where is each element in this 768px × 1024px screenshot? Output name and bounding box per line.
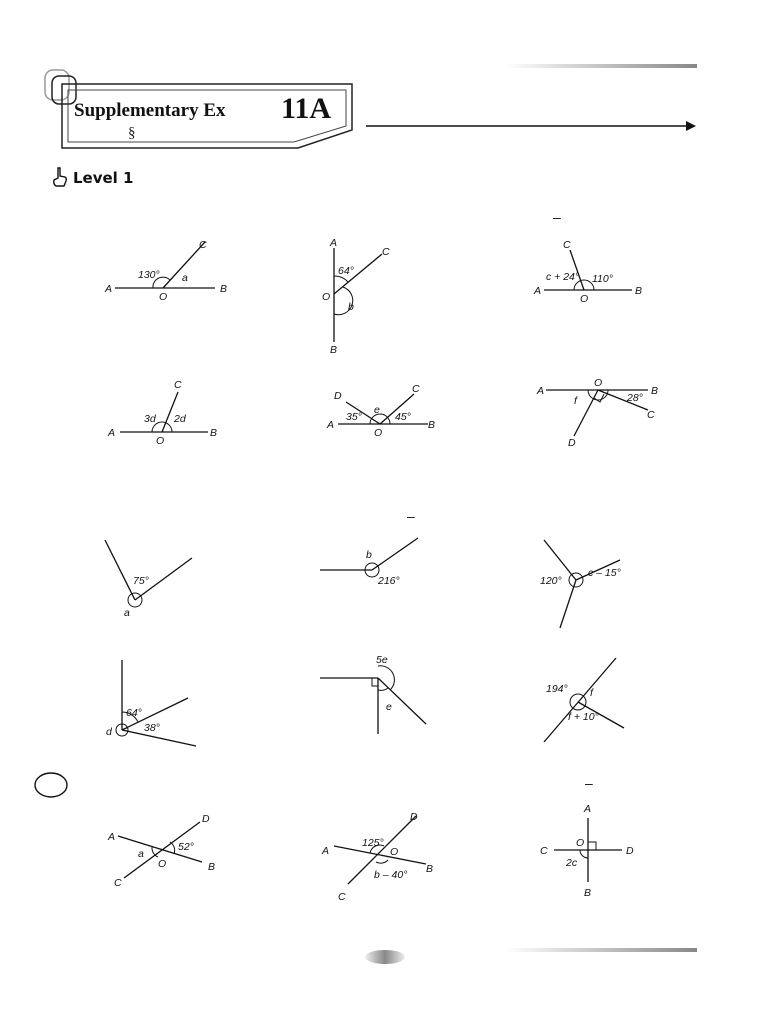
d5-label-b: B xyxy=(428,419,436,431)
d5-left: 35° xyxy=(346,411,362,423)
d15-label-b: B xyxy=(584,887,592,899)
dash-2: – xyxy=(407,508,415,524)
d1-var: a xyxy=(182,272,188,284)
diagram-11 xyxy=(316,652,430,738)
diagram-1 xyxy=(100,232,240,302)
d1-angle: 130° xyxy=(138,269,160,281)
d1-label-o: O xyxy=(159,291,168,302)
d2-label-c: C xyxy=(382,246,390,258)
d3-angle: 110° xyxy=(592,273,613,285)
d5-mid: e xyxy=(374,404,380,416)
level-heading: Level 1 xyxy=(73,169,134,187)
d8-angle: 216° xyxy=(378,575,400,587)
d4-label-c: C xyxy=(174,379,182,391)
d14-label-a: A xyxy=(322,845,330,857)
bottom-right-gradient-bar xyxy=(505,948,697,952)
exercise-title: Supplementary Ex xyxy=(74,100,226,121)
d1-label-b: B xyxy=(220,283,228,295)
d13-label-d: D xyxy=(202,813,210,825)
d15-label-c: C xyxy=(540,845,548,857)
d5-label-d: D xyxy=(334,390,342,402)
d2-label-a: A xyxy=(330,237,338,249)
d10-top: 64° xyxy=(126,707,142,719)
d13-label-b: B xyxy=(208,861,216,873)
d14-label-d: D xyxy=(410,811,418,823)
d15-label-d: D xyxy=(626,845,634,857)
d2-label-b: B xyxy=(330,344,338,356)
d6-label-a: A xyxy=(537,385,545,397)
top-right-gradient-bar xyxy=(505,64,697,68)
diagram-5 xyxy=(324,380,444,440)
d2-angle: 64° xyxy=(338,265,354,277)
d4-label-a: A xyxy=(108,427,116,439)
d10-var: d xyxy=(106,726,112,738)
d13-label-o: O xyxy=(158,858,167,870)
d11-top: 5e xyxy=(376,654,388,666)
d14-label-c: C xyxy=(338,891,346,902)
d2-var: b xyxy=(348,301,354,313)
d14-expr: b – 40° xyxy=(374,869,408,881)
d2-label-o: O xyxy=(322,291,331,303)
d3-label-c: C xyxy=(563,239,571,251)
d1-label-c: C xyxy=(199,239,207,251)
diagram-10 xyxy=(102,656,202,750)
diagram-2 xyxy=(318,234,408,356)
d3-label-b: B xyxy=(635,285,643,297)
d15-label-a: A xyxy=(584,803,592,815)
d13-angle: 52° xyxy=(178,841,194,853)
d14-label-b: B xyxy=(426,863,434,875)
diagram-8 xyxy=(316,532,426,592)
diagram-3 xyxy=(530,236,650,304)
d1-label-a: A xyxy=(105,283,113,295)
d6-label-d: D xyxy=(568,437,576,449)
d14-label-o: O xyxy=(390,846,399,858)
d13-label-a: A xyxy=(108,831,116,843)
d6-var: f xyxy=(574,395,577,407)
d13-var: a xyxy=(138,848,144,860)
d3-label-a: A xyxy=(534,285,542,297)
d4-label-o: O xyxy=(156,435,165,447)
diagram-14 xyxy=(320,810,440,902)
d4-label-b: B xyxy=(210,427,218,439)
diagram-6 xyxy=(532,374,662,454)
d5-label-a: A xyxy=(327,419,335,431)
page-marker-ellipse xyxy=(33,770,69,800)
dash-3: – xyxy=(585,775,593,791)
pointing-hand-icon xyxy=(50,166,70,188)
d3-expr: c + 24° xyxy=(546,271,580,283)
d12-var: f xyxy=(590,687,593,699)
header-arrow xyxy=(364,118,700,134)
d10-mid: 38° xyxy=(144,722,160,734)
d7-var: a xyxy=(124,607,130,619)
section-mark: § xyxy=(128,125,136,141)
diagram-9 xyxy=(536,536,636,630)
d5-right: 45° xyxy=(395,411,411,423)
d15-expr: 2c xyxy=(566,857,578,869)
diagram-7 xyxy=(100,536,200,620)
d5-label-c: C xyxy=(412,383,420,395)
d7-angle: 75° xyxy=(133,575,149,587)
d3-label-o: O xyxy=(580,293,589,304)
d6-label-c: C xyxy=(647,409,655,421)
d11-var: e xyxy=(386,701,392,713)
page-number-pill xyxy=(362,948,408,966)
diagram-12 xyxy=(538,654,638,744)
dash-1: – xyxy=(553,209,561,225)
d13-label-c: C xyxy=(114,877,122,889)
d4-right: 2d xyxy=(174,413,186,425)
d6-angle: 28° xyxy=(627,392,643,404)
exercise-number: 11A xyxy=(281,92,332,125)
d5-label-o: O xyxy=(374,427,383,439)
d4-left: 3d xyxy=(144,413,156,425)
d12-angle: 194° xyxy=(546,683,568,695)
diagram-4 xyxy=(104,376,224,448)
d9-expr: c – 15° xyxy=(588,567,621,579)
d9-angle: 120° xyxy=(540,575,562,587)
diagram-13 xyxy=(104,810,224,890)
d6-label-o: O xyxy=(594,377,603,389)
d12-expr: f + 10° xyxy=(568,711,599,723)
d6-label-b: B xyxy=(651,385,659,397)
d14-angle: 125° xyxy=(362,837,384,849)
diagram-15 xyxy=(536,800,640,900)
d15-label-o: O xyxy=(576,837,585,849)
d8-var: b xyxy=(366,549,372,561)
